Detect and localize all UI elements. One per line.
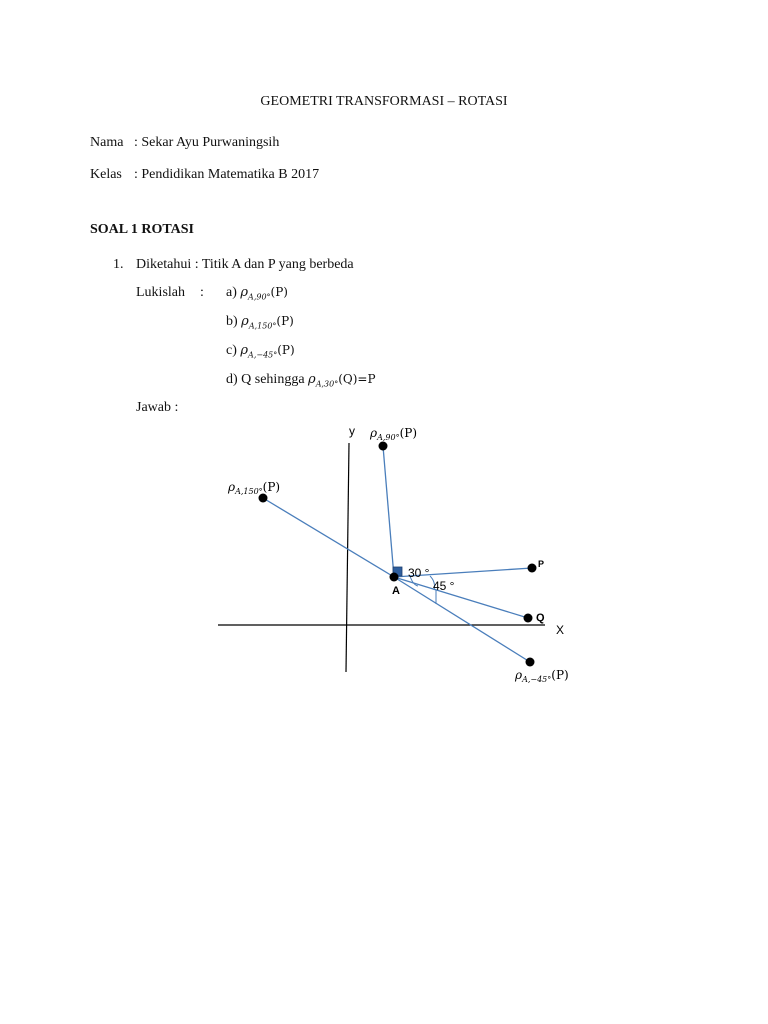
lukislah-colon: : xyxy=(200,285,204,300)
label-rho-m45 xyxy=(514,668,569,684)
lukislah-label: Lukislah xyxy=(136,285,185,300)
label-rho-m45-arg: (P) xyxy=(551,668,569,682)
x-axis-label: X xyxy=(556,623,565,637)
point-p xyxy=(528,564,537,573)
page-title: GEOMETRI TRANSFORMASI – ROTASI xyxy=(260,94,508,109)
point-q xyxy=(524,614,533,623)
segment-a-rho150 xyxy=(263,498,394,577)
nama-value: : Sekar Ayu Purwaningsih xyxy=(134,135,280,150)
item-d-arg: (Q)=P xyxy=(338,372,376,386)
label-rho90-sub: A,90° xyxy=(377,433,400,442)
item-d-rho: ρ xyxy=(308,372,316,387)
item-b-rho: ρ xyxy=(241,314,249,329)
problem-given: Diketahui : Titik A dan P yang berbeda xyxy=(136,257,354,272)
segment-a-rho90 xyxy=(383,446,394,577)
point-rho90 xyxy=(379,442,388,451)
y-axis-label: y xyxy=(349,424,355,438)
nama-label: Nama xyxy=(90,135,124,150)
angle-30-label: 30 ° xyxy=(408,566,430,580)
point-a-label: A xyxy=(392,585,400,597)
problem-number: 1. xyxy=(113,257,124,272)
item-b-prefix: b) xyxy=(226,314,238,329)
point-a xyxy=(390,573,399,582)
label-rho150 xyxy=(227,480,280,496)
label-rho90-arg: (P) xyxy=(399,426,417,440)
kelas-value: : Pendidikan Matematika B 2017 xyxy=(134,167,320,182)
label-rho90 xyxy=(369,426,417,442)
item-a-prefix: a) xyxy=(226,285,237,300)
label-rho150-arg: (P) xyxy=(262,480,281,494)
segment-a-rho-m45 xyxy=(394,577,530,662)
angle-45-label: 45 ° xyxy=(433,579,455,593)
item-c-arg: (P) xyxy=(277,343,295,357)
item-b-arg: (P) xyxy=(276,314,294,328)
item-d-prefix: d) Q sehingga xyxy=(226,372,305,387)
item-b-sub: A,150° xyxy=(248,321,277,331)
point-p-label: P xyxy=(538,559,545,569)
item-a-sub: A,90° xyxy=(248,292,271,302)
y-axis-line xyxy=(346,443,349,672)
item-d-sub: A,30° xyxy=(315,379,339,389)
label-rho-m45-rho: ρ xyxy=(515,668,523,682)
label-rho-m45-sub: A,−45° xyxy=(522,675,552,684)
jawab-label: Jawab : xyxy=(136,400,179,415)
point-rho-m45 xyxy=(526,658,535,667)
item-c-prefix: c) xyxy=(226,343,237,358)
item-c-sub: A,−45° xyxy=(248,350,278,360)
item-a-arg: (P) xyxy=(270,285,288,299)
item-c-rho: ρ xyxy=(240,343,249,358)
label-rho90-rho: ρ xyxy=(370,426,378,440)
label-rho150-rho: ρ xyxy=(228,480,236,494)
label-rho150-sub: A,150° xyxy=(235,487,263,496)
item-a-rho: ρ xyxy=(240,285,249,300)
section-title: SOAL 1 ROTASI xyxy=(90,222,194,237)
point-q-label: Q xyxy=(536,612,545,624)
kelas-label: Kelas xyxy=(90,167,122,182)
